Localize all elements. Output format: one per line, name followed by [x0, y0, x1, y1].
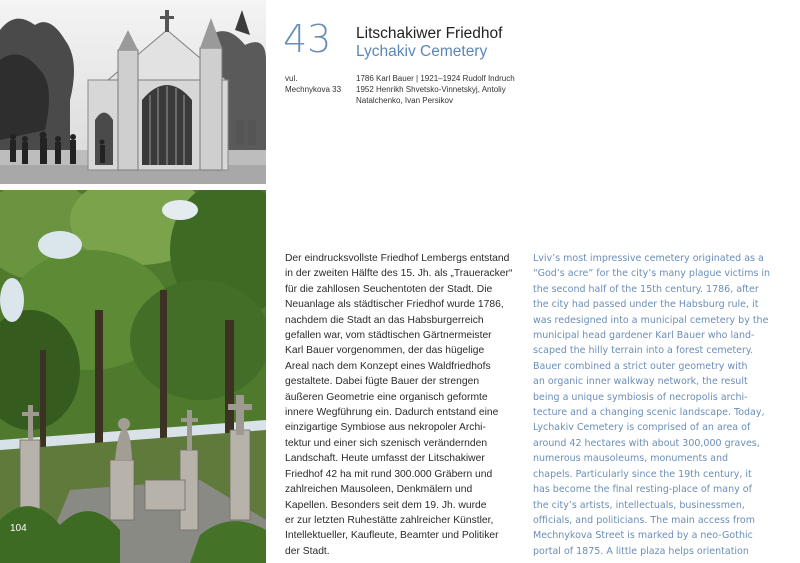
text-line: the second half of the 15th century. 1786, after	[533, 283, 759, 295]
text-line: tecture and a changing scenic landscape. Today,	[533, 407, 765, 419]
text-line: Intellektueller, Kaufleute, Beamter und Politiker	[285, 530, 499, 542]
text-line: numerous mausoleums, monuments and	[533, 453, 729, 465]
text-line: Kapellen. Besonders seit dem 19. Jh. wurde	[285, 499, 487, 511]
text-line: an organic inner walkway network, the result	[533, 376, 748, 388]
text-line: Der eindrucksvollste Friedhof Lembergs entstand	[285, 253, 510, 264]
text-line: Lychakiv Cemetery is comprised of an area of	[533, 422, 751, 434]
text-line: was redesigned into a municipal cemetery by the	[533, 314, 769, 326]
text-line: der Stadt.	[285, 545, 330, 557]
historic-gate-photo	[0, 0, 266, 184]
address-line: vul.	[285, 74, 298, 83]
text-line: the city’s artists, intellectuals, businessmen,	[533, 499, 745, 511]
text-line: für die zahllosen Seuchentoten der Stadt. Die	[285, 283, 493, 295]
text-line: portal of 1875. A little plaza helps orientation	[533, 545, 749, 557]
text-line: Mechnykova Street is marked by a neo-Gothic	[533, 530, 753, 542]
text-line: er zur letzten Ruhestätte zahlreicher Künstler,	[285, 514, 494, 526]
text-line: Friedhof 42 ha mit rund 300.000 Gräbern und	[285, 468, 493, 480]
credit-line: Natalchenko, Ivan Persikov	[356, 96, 453, 105]
text-line: Areal nach dem Konzept eines Waldfriedhofs	[285, 360, 491, 372]
text-line: municipal head gardener Karl Bauer who land-	[533, 330, 755, 342]
text-line: officials, and politicians. The main access from	[533, 514, 755, 526]
text-line: innere Wegführung ein. Dadurch entstand eine	[285, 407, 499, 419]
text-line: gefallen war, vom städtischen Gärtnermeister	[285, 330, 492, 342]
entry-number: 43	[283, 17, 332, 61]
text-line: scaped the hilly terrain into a forest cemetery.	[533, 345, 754, 357]
text-line: Landschaft. Heute umfasst der Litschakiwer	[285, 453, 485, 465]
text-line: nachdem die Stadt an das Habsburgerreich	[285, 314, 484, 326]
text-line: has become the final resting-place of many of	[533, 484, 752, 496]
text-line: einzigartige Symbiose aus nekropoler Archi-	[285, 422, 486, 434]
text-line: gestaltete. Dabei fügte Bauer der strengen	[285, 376, 480, 388]
text-line: Neuanlage als städtischer Friedhof wurde 1786,	[285, 299, 504, 311]
title-german: Litschakiwer Friedhof	[356, 25, 503, 42]
text-line: the city had passed under the Habsburg rule, it	[533, 299, 759, 311]
text-line: zahlreichen Mausoleen, Denkmälern und	[285, 484, 473, 496]
text-line: tektur und einer sich szenisch verändernden	[285, 437, 488, 449]
text-line: chapels. Particularly since the 19th century, it	[533, 468, 752, 480]
text-line: Bauer combined a strict outer geometry with	[533, 360, 748, 372]
cemetery-forest-photo	[0, 190, 266, 563]
address-line: Mechnykova 33	[285, 85, 342, 94]
english-text-column	[533, 251, 771, 559]
page-number: 104	[10, 523, 27, 534]
text-line: äußeren Geometrie eine organisch geformte	[285, 391, 488, 403]
credit-line: 1952 Henrikh Shvetsko-Vinnetskyj, Antoliy	[356, 85, 506, 94]
text-line: being a unique symbiosis of necropolis archi-	[533, 391, 748, 403]
title-english: Lychakiv Cemetery	[356, 43, 488, 60]
address	[285, 73, 355, 95]
text-line: Lviv’s most impressive cemetery originated as a	[533, 253, 764, 264]
text-line: in der zweiten Hälfte des 15. Jh. als „Traueracker“	[285, 268, 513, 280]
text-line: around 42 hectares with about 300,000 graves,	[533, 437, 760, 449]
architect-credits	[356, 73, 556, 106]
text-line: Karl Bauer vorgenommen, der das hügelige	[285, 345, 485, 357]
credit-line: 1786 Karl Bauer | 1921–1924 Rudolf Indruch	[356, 74, 515, 83]
german-text-column	[285, 251, 517, 559]
text-line: “God’s acre” for the city’s many plague victims in	[533, 268, 771, 280]
